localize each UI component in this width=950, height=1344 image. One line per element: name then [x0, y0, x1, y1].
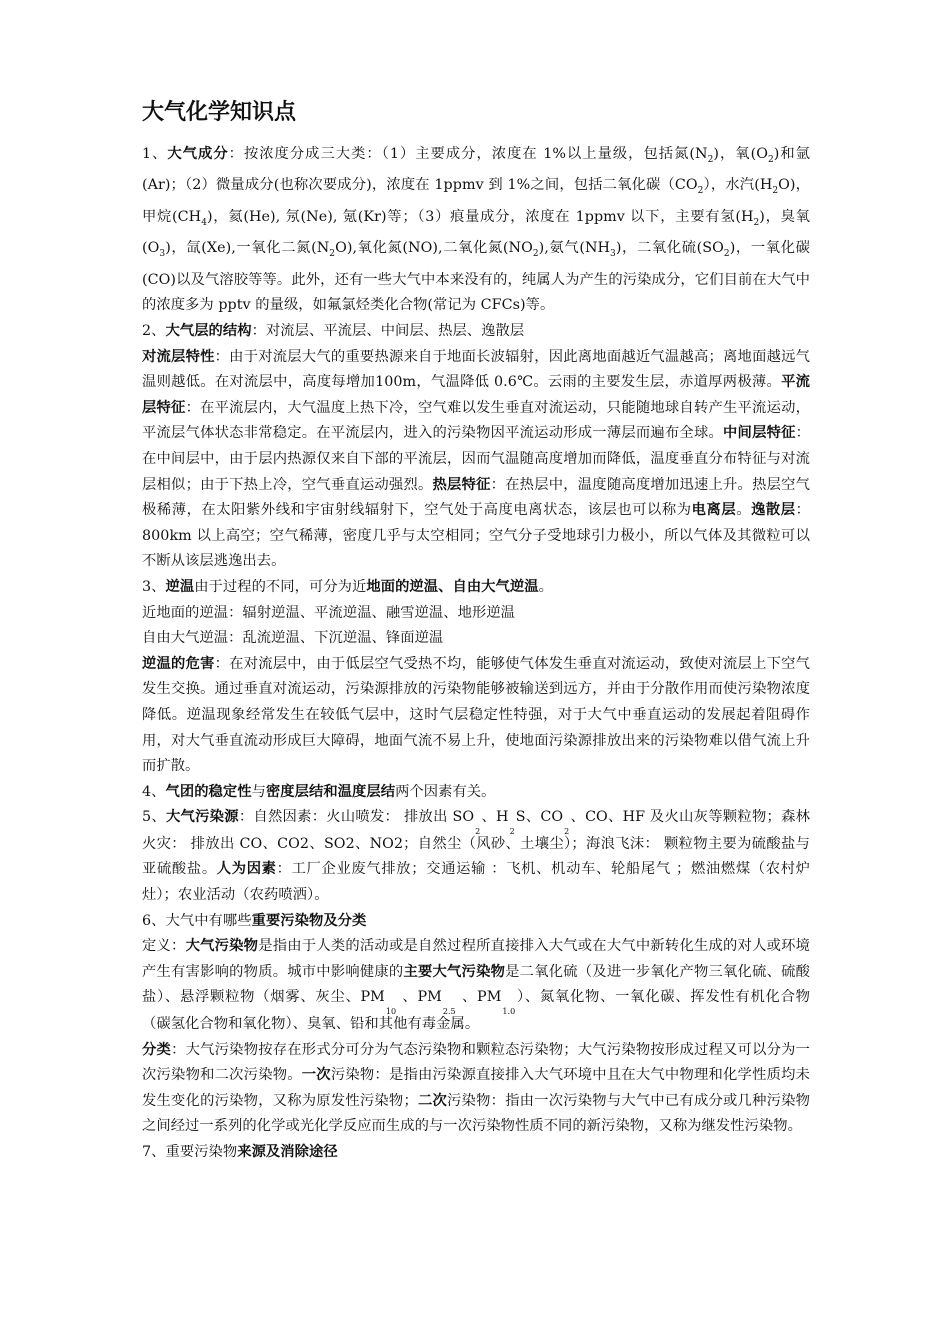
- subscript: 4: [201, 217, 207, 228]
- body-text: 重要污染物: [165, 1144, 238, 1160]
- section-number: 6、: [142, 912, 166, 929]
- section-number: 7、: [142, 1144, 166, 1160]
- term-heading: 密度层结和温度层结: [265, 783, 396, 800]
- body-text: 、H: [481, 809, 509, 826]
- body-text: 。: [538, 578, 553, 595]
- subscript: 2: [697, 186, 704, 197]
- body-text: 两个因素有关。: [395, 783, 496, 800]
- term-heading: 中间层特征: [723, 425, 796, 442]
- term-heading: 逸散层: [751, 502, 796, 519]
- term-heading: 一次: [301, 1067, 331, 1084]
- body-text: 与: [251, 783, 266, 800]
- section-number: 3、: [142, 578, 166, 595]
- layer-characteristics: [142, 345, 810, 575]
- body-text: 、PM: [397, 989, 442, 1006]
- term-heading: 气团的稳定性: [165, 783, 252, 800]
- body-text: 污染物：指由一次污染物与大气中已有成分或几种污染物之间经过一系列的化学或光化学反应而生成的与一次污染物性质不同的新污染物，又称为继发性污染物。: [142, 1092, 810, 1135]
- section-heading: 逆温: [165, 578, 195, 595]
- body-text: ：由于对流层大气的重要热源来自于地面长波辐射，因此离地面越近气温越高；离地面越远气温则越低。在对流层中，高度每增加100m，气温降低 0.6℃。云雨的主要发生层，赤道厚两极薄。: [142, 348, 811, 391]
- section-number: 2、: [142, 323, 166, 339]
- body-text: ：自然因素：火山喷发： 排放出 SO: [238, 809, 475, 826]
- section-heading: 大气成分: [167, 146, 229, 162]
- section-number: 5、: [142, 809, 166, 826]
- term-heading: 大气污染物: [185, 938, 259, 955]
- free-atmosphere-inversion-line: 自由大气逆温：乱流逆温、下沉逆温、锋面逆温: [142, 630, 444, 647]
- body-text: S、CO: [515, 809, 564, 826]
- section-heading: 来源及消除途径: [237, 1144, 338, 1160]
- body-text: ：对流层、平流层、中间层、热层、逸散层: [251, 323, 525, 339]
- section-4-air-mass-stability: [142, 780, 810, 806]
- body-text: O)，甲烷(CH: [142, 177, 810, 225]
- term-heading: 逆温的危害: [142, 655, 215, 672]
- section-2-atmosphere-structure: [142, 319, 810, 345]
- body-text: 。: [736, 502, 752, 519]
- body-text: 污染物：是指由污染源直接排入大气环境中且在大气中物理和化学性质均未发生变化的污染物，又称为原发性污染物；: [142, 1067, 810, 1109]
- body-text: )，氙(Xe),一氧化二氮(N: [165, 240, 330, 257]
- section-number: 4、: [142, 783, 166, 800]
- body-text: ：800km 以上高空；空气稀薄，密度几乎与太空相同；空气分子受地球引力极小，所以气体及其微粒可以不断从该层逃逸出去。: [142, 502, 810, 570]
- section-1-atmospheric-composition: [142, 142, 810, 319]
- body-text: )和氩(Ar)；（2）微量成分(也称次要成分)，浓度在 1ppmv 到 1%之间，包括二氧化碳（CO: [142, 146, 810, 194]
- body-text: ：按浓度分成三大类：（1）主要成分，浓度在 1%以上量级，包括氮(N: [228, 146, 708, 162]
- subscript: 2: [329, 249, 336, 260]
- body-text: ）、氮氧化物、一氧化碳、挥发性有机化合物（碳氢化合物和氧化物）、臭氧、铅和其他有毒金属。: [142, 989, 810, 1033]
- body-text: )，二氧化硫(SO: [615, 240, 724, 257]
- section-7-sources-removal: [142, 1140, 810, 1166]
- subscript: 2: [564, 827, 570, 837]
- term-heading: 分类: [142, 1041, 172, 1058]
- body-text: 、PM: [456, 989, 502, 1006]
- term-heading: 电离层: [691, 502, 737, 519]
- subscript: 1.0: [502, 1007, 516, 1017]
- subscript: 2: [772, 186, 779, 197]
- body-text: ），水汽(H: [703, 177, 773, 194]
- term-heading: 热层特征: [432, 476, 491, 493]
- section-number: 1、: [142, 146, 168, 162]
- body-text: ：在对流层中，由于低层空气受热不均，能够使气体发生垂直对流运动，致使对流层上下空气发生交换。通过垂直对流运动，污染源排放的污染物能够被输送到远方，并由于分散作用而使污染物浓度降低。逆温现象经常发生在较低气层中，这时气层稳定性特强，对于大气中垂直运动的发展起着阻碍作用，对大气垂直流动形成巨大障碍，地面气流不易上升，使地面污染源排放出来的污染物难以借气流上升而扩散。: [142, 655, 811, 775]
- section-heading: 重要污染物及分类: [251, 912, 367, 929]
- term-heading: 主要大气污染物: [403, 963, 506, 980]
- subscript: 2: [475, 827, 481, 837]
- body-text: )，一氧化碳(CO)以及气溶胶等等。此外，还有一些大气中本来没有的，纯属人为产生的污染成分，它们目前在大气中的浓度多为 pptv 的量级，如氟氯烃类化合物(常记为 CFCs)等。: [142, 240, 810, 314]
- subscript: 3: [610, 249, 616, 260]
- body-text: )，氧(O: [713, 146, 768, 162]
- body-text: )，臭氧(O: [142, 208, 810, 257]
- term-heading: 二次: [417, 1092, 448, 1109]
- body-text: 是指由于人类的活动或是自然过程所直接排入大气或在大气中新转化生成的对人或环境产生有害影响的物质。城市中影响健康的: [142, 938, 810, 980]
- section-heading: 大气污染源: [165, 809, 239, 826]
- section-6-major-pollutants: [142, 909, 810, 935]
- body-text: 由于过程的不同，可分为近: [194, 578, 367, 595]
- section-heading: 大气层的结构: [165, 323, 252, 339]
- subscript: 2: [753, 217, 760, 228]
- term-heading: 地面的逆温: [366, 578, 439, 595]
- body-text: 是二氧化硫（及进一步氧化产物三氧化硫、硫酸盐）、悬浮颗粒物（烟雾、灰尘、PM: [142, 963, 810, 1006]
- document-page: [142, 98, 810, 1166]
- term-heading: 平流层特征: [142, 374, 810, 416]
- subscript: 2: [509, 827, 515, 837]
- body-text: ：在中间层中，由于层内热源仅来自下部的平流层，因而气温随高度增加而降低，温度垂直分布特征与对流层相似；由于下热上冷，空气垂直运动强烈。: [142, 425, 811, 493]
- body-text: 、: [438, 578, 453, 595]
- body-text: ：在热层中，温度随高度增加迅速上升。热层空气极稀薄，在太阳紫外线和宇宙射线辐射下，空气处于高度电离状态，该层也可以称为: [142, 476, 811, 519]
- section-3-inversion: [142, 575, 810, 601]
- subscript: 10: [385, 1007, 397, 1017]
- body-text: 大气中有哪些: [165, 912, 252, 929]
- body-text: )，氦(He), 氖(Ne), 氪(Kr)等；（3）痕量成分，浓度在 1ppmv 以下，主要有氢(H: [206, 208, 754, 225]
- body-text: ：大气污染物按存在形式分可分为气态污染物和颗粒态污染物；大气污染物按形成过程又可以分为一次污染物和二次污染物。: [142, 1041, 810, 1084]
- subscript: 2: [767, 154, 774, 165]
- subscript: 2: [532, 249, 539, 260]
- section-5-pollution-sources: [142, 805, 810, 908]
- body-text: ：在平流层内，大气温度上热下冷，空气难以发生垂直对流运动，只能随地球自转产生平流运动，平流层气体状态非常稳定。在平流层内，进入的污染物因平流运动形成一薄层而遍布全球。: [142, 399, 810, 442]
- ground-inversion-line: 近地面的逆温：辐射逆温、平流逆温、融雪逆温、地形逆温: [142, 604, 516, 621]
- pollutant-definition: [142, 934, 810, 1037]
- body-text: ：工厂企业废气排放；交通运输 ：飞机、机动车、轮船尾气 ；燃油燃煤（农村炉灶）；农业活动（农药喷洒）。: [142, 861, 811, 904]
- body-text: 、CO、HF 及火山灰等颗粒物；森林火灾： 排放出 CO、CO2、SO2、NO2；自然尘（风砂、土壤尘）；海浪飞沫： 颗粒物主要为硫酸盐与亚硫酸盐。: [142, 809, 811, 878]
- term-heading: 人为因素: [216, 861, 277, 878]
- body-text: 定义：: [142, 938, 186, 955]
- term-heading: 自由大气逆温: [452, 578, 539, 595]
- subscript: 3: [159, 249, 166, 260]
- body-text: O),氧化氮(NO),二氧化氮(NO: [335, 240, 533, 257]
- inversion-harm: [142, 652, 810, 780]
- subscript: 2: [723, 249, 730, 260]
- pollutant-classification: [142, 1038, 810, 1140]
- body-text: ),氨气(NH: [538, 240, 611, 257]
- subscript: 2: [707, 154, 714, 165]
- subscript: 2.5: [442, 1007, 456, 1017]
- term-heading: 对流层特性: [142, 348, 215, 365]
- page-title: 大气化学知识点: [142, 100, 297, 125]
